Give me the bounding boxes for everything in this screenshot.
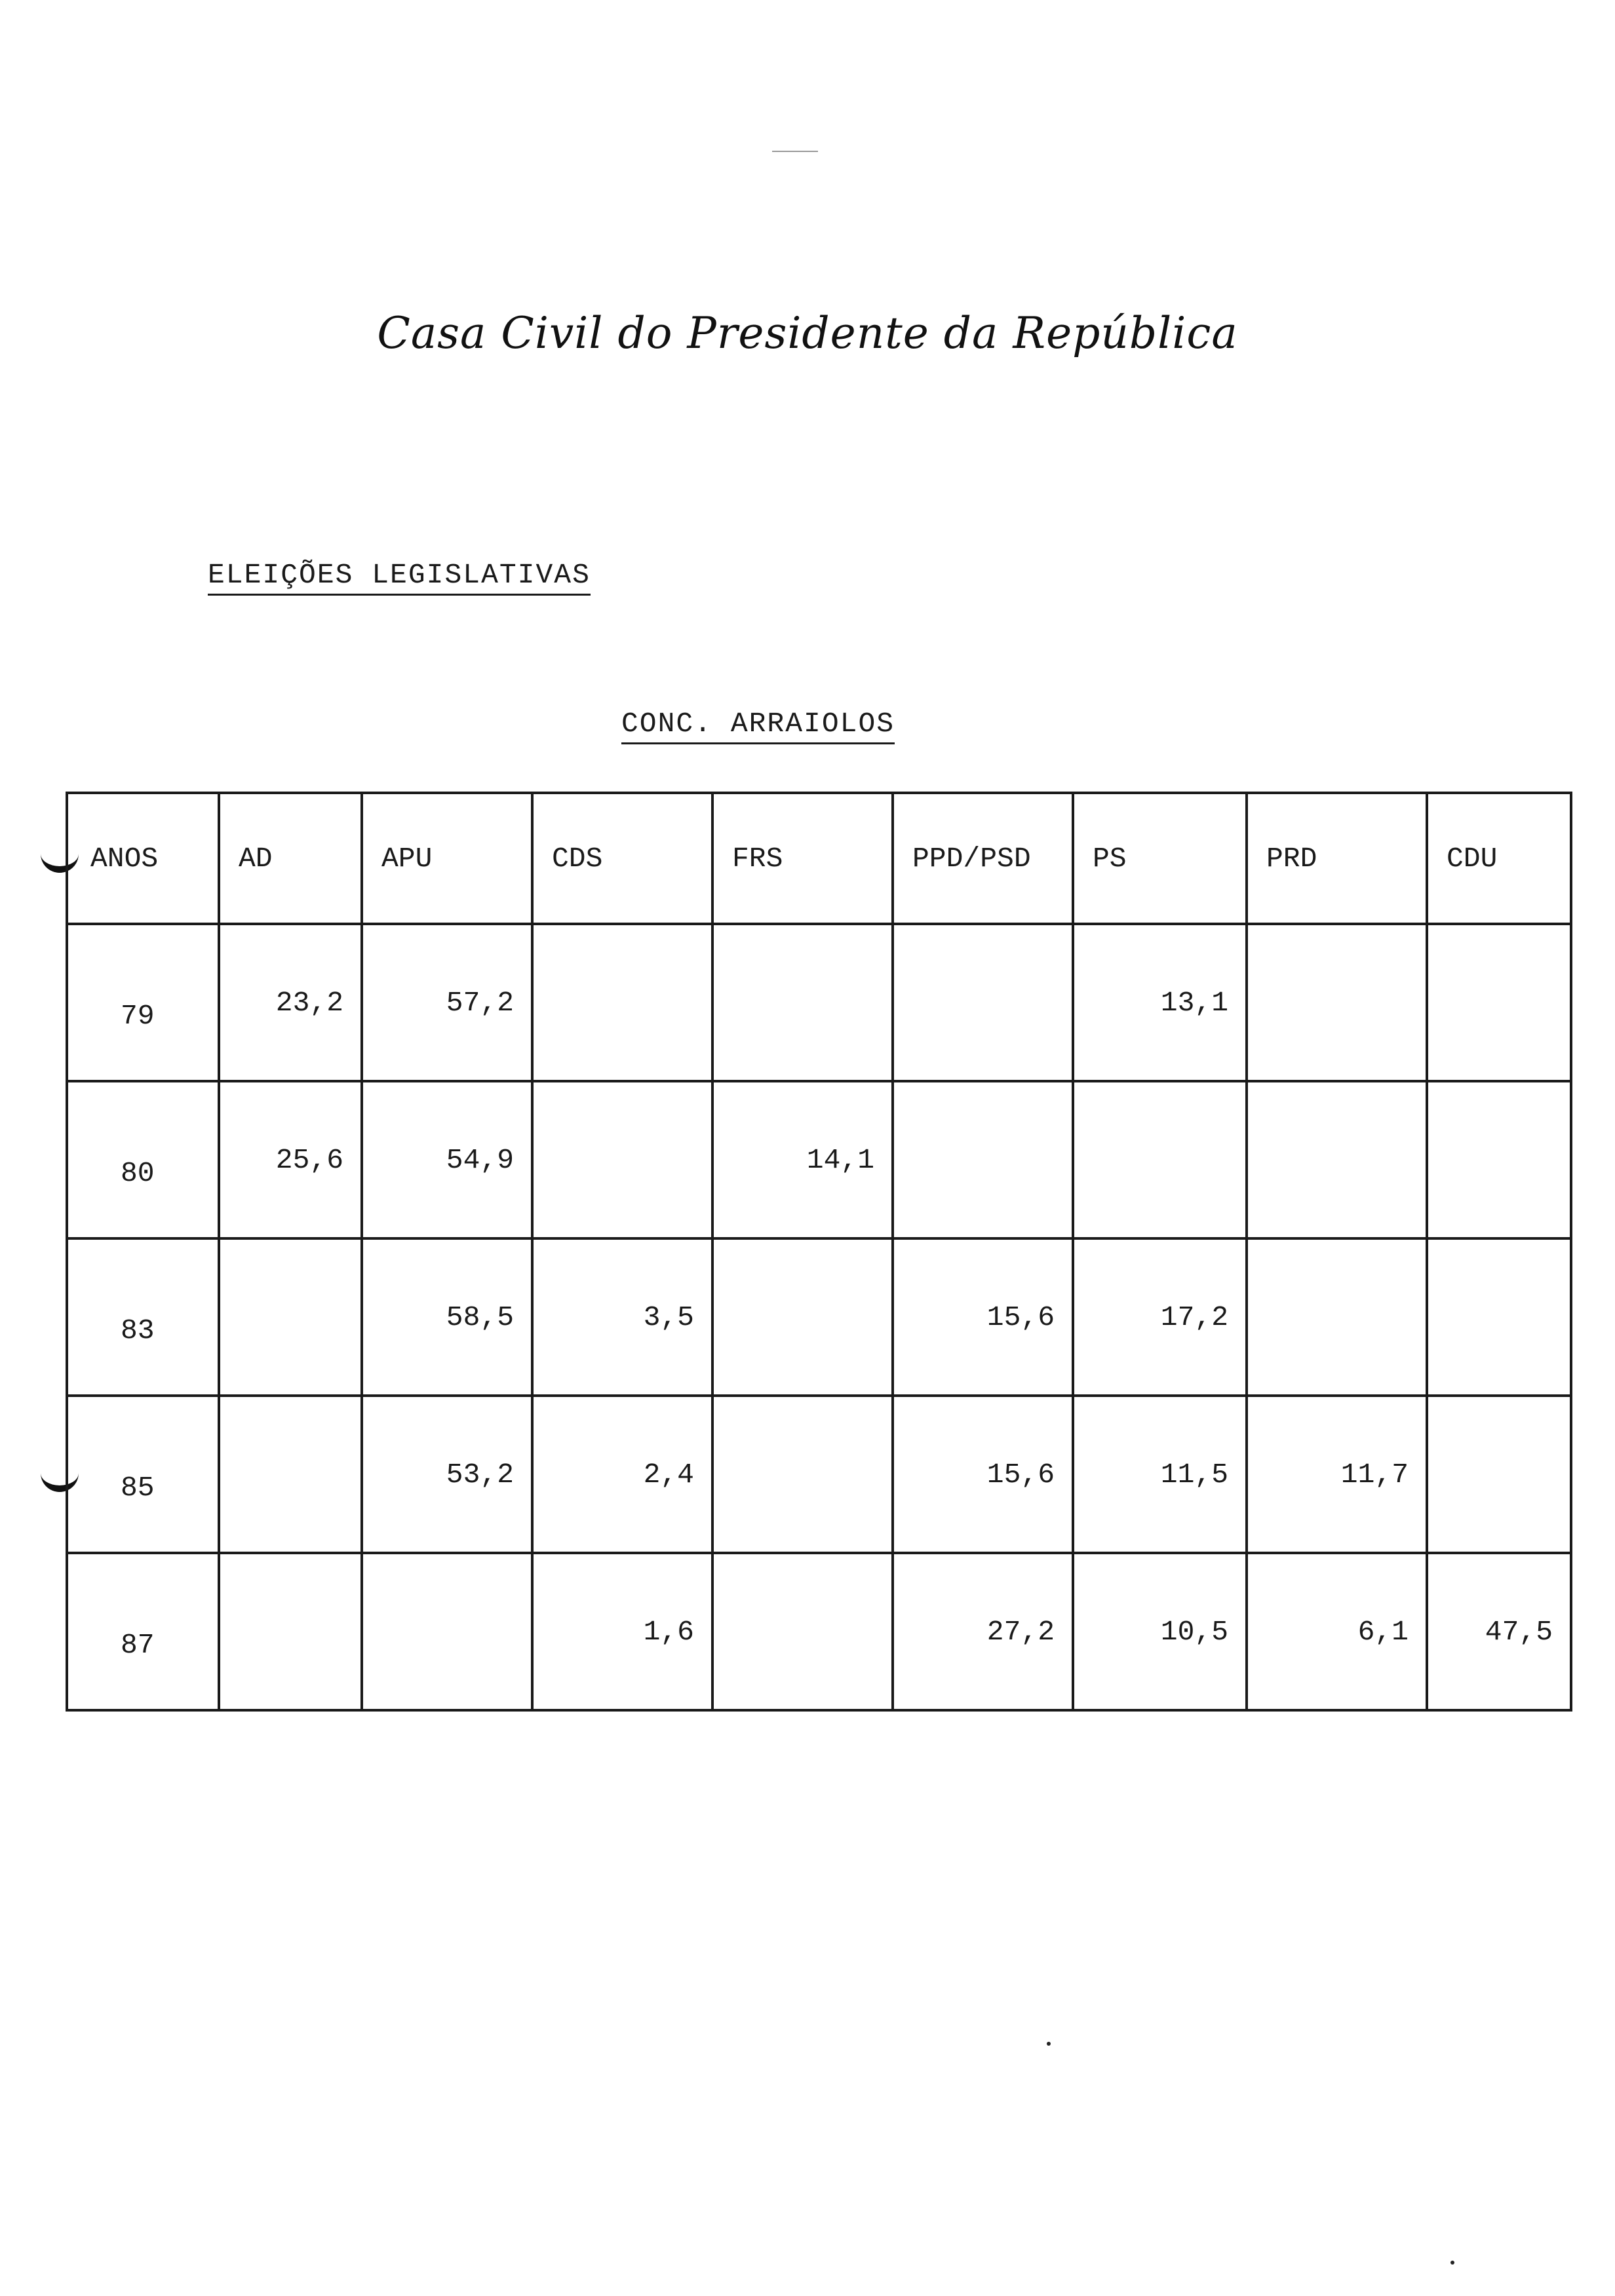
- year-cell: 83: [67, 1238, 219, 1396]
- header-ps: PS: [1073, 793, 1247, 924]
- table-header-row: [67, 793, 1571, 924]
- value-cell: 11,7: [1247, 1396, 1427, 1553]
- value-cell: 11,5: [1073, 1396, 1247, 1553]
- value-cell: 58,5: [362, 1238, 532, 1396]
- value-cell: [1247, 1238, 1427, 1396]
- table-row: [67, 1238, 1571, 1396]
- value-cell: 27,2: [893, 1553, 1073, 1710]
- header-frs: FRS: [712, 793, 893, 924]
- document-title: ELEIÇÕES LEGISLATIVAS: [208, 559, 591, 596]
- table-row: [67, 924, 1571, 1081]
- value-cell: 2,4: [532, 1396, 712, 1553]
- value-cell: 15,6: [893, 1238, 1073, 1396]
- value-cell: 14,1: [712, 1081, 893, 1238]
- value-cell: [712, 1553, 893, 1710]
- value-cell: 3,5: [532, 1238, 712, 1396]
- header-cds: CDS: [532, 793, 712, 924]
- value-cell: 47,5: [1427, 1553, 1571, 1710]
- header-ad: AD: [219, 793, 362, 924]
- value-cell: 25,6: [219, 1081, 362, 1238]
- value-cell: 57,2: [362, 924, 532, 1081]
- value-cell: 13,1: [1073, 924, 1247, 1081]
- header-ppd-psd: PPD/PSD: [893, 793, 1073, 924]
- header-apu: APU: [362, 793, 532, 924]
- value-cell: [893, 1081, 1073, 1238]
- value-cell: [219, 1396, 362, 1553]
- value-cell: [712, 1396, 893, 1553]
- value-cell: [532, 924, 712, 1081]
- value-cell: 6,1: [1247, 1553, 1427, 1710]
- value-cell: [893, 924, 1073, 1081]
- value-cell: [1247, 924, 1427, 1081]
- year-cell: 80: [67, 1081, 219, 1238]
- table-row: [67, 1396, 1571, 1553]
- value-cell: [219, 1553, 362, 1710]
- year-cell: 85: [67, 1396, 219, 1553]
- value-cell: [1427, 1081, 1571, 1238]
- value-cell: [219, 1238, 362, 1396]
- value-cell: 54,9: [362, 1081, 532, 1238]
- table-row: [67, 1081, 1571, 1238]
- value-cell: 10,5: [1073, 1553, 1247, 1710]
- header-prd: PRD: [1247, 793, 1427, 924]
- value-cell: [532, 1081, 712, 1238]
- value-cell: 17,2: [1073, 1238, 1247, 1396]
- year-cell: 87: [67, 1553, 219, 1710]
- value-cell: 53,2: [362, 1396, 532, 1553]
- scan-speck: [1450, 2261, 1454, 2265]
- scan-mark: [772, 151, 818, 152]
- value-cell: [1427, 924, 1571, 1081]
- value-cell: [1073, 1081, 1247, 1238]
- value-cell: 15,6: [893, 1396, 1073, 1553]
- value-cell: [1427, 1238, 1571, 1396]
- value-cell: 23,2: [219, 924, 362, 1081]
- value-cell: [1247, 1081, 1427, 1238]
- header-anos: ANOS: [67, 793, 219, 924]
- election-results-table: [66, 792, 1572, 1712]
- table-row: [67, 1553, 1571, 1710]
- document-subtitle: CONC. ARRAIOLOS: [621, 708, 895, 744]
- value-cell: [712, 924, 893, 1081]
- value-cell: [1427, 1396, 1571, 1553]
- value-cell: [712, 1238, 893, 1396]
- scan-speck: [1047, 2042, 1051, 2046]
- header-cdu: CDU: [1427, 793, 1571, 924]
- year-cell: 79: [67, 924, 219, 1081]
- letterhead: Casa Civil do Presidente da República: [377, 308, 1238, 358]
- value-cell: 1,6: [532, 1553, 712, 1710]
- value-cell: [362, 1553, 532, 1710]
